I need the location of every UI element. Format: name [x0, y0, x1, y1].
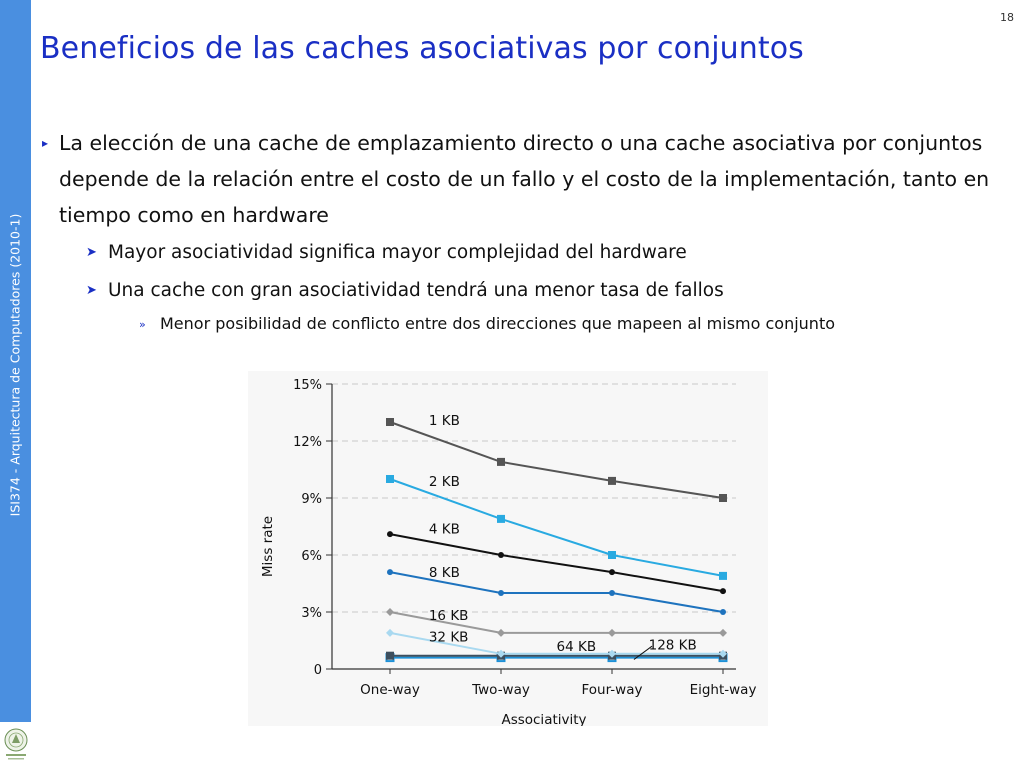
series-label: 8 KB — [428, 565, 460, 582]
data-point — [386, 652, 394, 660]
data-point — [386, 608, 394, 616]
data-point — [386, 629, 394, 637]
y-tick-label: 6% — [301, 549, 322, 564]
chart-labels — [260, 378, 756, 726]
bullet-level1-text: La elección de una cache de emplazamiento directo o una cache asociativa por conjuntos depende de la relación entre el costo de un fallo y el costo de la implementación, tanto en tiempo como en hardware — [59, 131, 990, 227]
chart-container — [248, 371, 768, 726]
sidebar-footer-text: ISI374 - Arquitectura de Computadores (2010-1) — [7, 213, 23, 517]
bullet-chevron-icon: ➤ — [86, 245, 97, 260]
data-point — [608, 477, 616, 485]
data-point — [719, 572, 727, 580]
data-point — [720, 588, 726, 594]
bullet-level3 — [42, 309, 1002, 339]
data-point — [609, 590, 615, 596]
bullet-level2 — [42, 234, 1002, 271]
bullet-double-chevron-icon: » — [139, 318, 146, 331]
series-label: 4 KB — [428, 521, 460, 538]
data-point — [387, 531, 393, 537]
sidebar — [0, 0, 31, 722]
y-tick-label: 0 — [313, 663, 322, 678]
x-tick-label: Two-way — [472, 682, 530, 698]
data-point — [386, 475, 394, 483]
y-axis-label: Miss rate — [260, 515, 276, 578]
data-point — [719, 629, 727, 637]
slide-title: Beneficios de las caches asociativas por conjuntos — [40, 31, 804, 66]
data-point — [719, 494, 727, 502]
bullet-level1 — [42, 125, 1002, 233]
series-label: 2 KB — [428, 473, 460, 490]
data-point — [498, 552, 504, 558]
x-tick-label: Eight-way — [689, 682, 757, 698]
data-point — [497, 629, 505, 637]
series-label: 32 KB — [428, 629, 469, 646]
data-point — [386, 418, 394, 426]
series-label: 128 KB — [648, 637, 697, 654]
bullet-level3-text: Menor posibilidad de conflicto entre dos direcciones que mapeen al mismo conjunto — [160, 314, 835, 333]
x-tick-label: One-way — [360, 682, 420, 698]
data-point — [387, 569, 393, 575]
data-point — [498, 590, 504, 596]
bullet-level2-text: Una cache con gran asociatividad tendrá una menor tasa de fallos — [108, 280, 724, 301]
data-point — [497, 515, 505, 523]
data-point — [608, 551, 616, 559]
bullet-level2 — [42, 272, 1002, 309]
x-tick-label: Four-way — [581, 682, 643, 698]
series-label: 64 KB — [556, 639, 597, 656]
miss-rate-chart — [248, 371, 768, 726]
university-seal-logo — [2, 727, 30, 765]
x-axis-label: Associativity — [501, 712, 587, 726]
series-line — [390, 534, 723, 591]
chart-series — [386, 418, 727, 661]
data-point — [720, 609, 726, 615]
series-label: 1 KB — [428, 413, 460, 430]
bullet-chevron-icon: ➤ — [86, 283, 97, 298]
y-tick-label: 12% — [293, 435, 322, 450]
bullet-list — [42, 125, 1002, 339]
data-point — [608, 629, 616, 637]
data-point — [497, 458, 505, 466]
y-tick-label: 15% — [293, 378, 322, 393]
bullet-level2-text: Mayor asociatividad significa mayor complejidad del hardware — [108, 242, 687, 263]
y-tick-label: 9% — [301, 492, 322, 507]
series-label: 16 KB — [428, 607, 469, 624]
bullet-arrow-icon: ▸ — [42, 136, 49, 150]
data-point — [609, 569, 615, 575]
page-number: 18 — [1000, 11, 1014, 24]
y-tick-label: 3% — [301, 606, 322, 621]
